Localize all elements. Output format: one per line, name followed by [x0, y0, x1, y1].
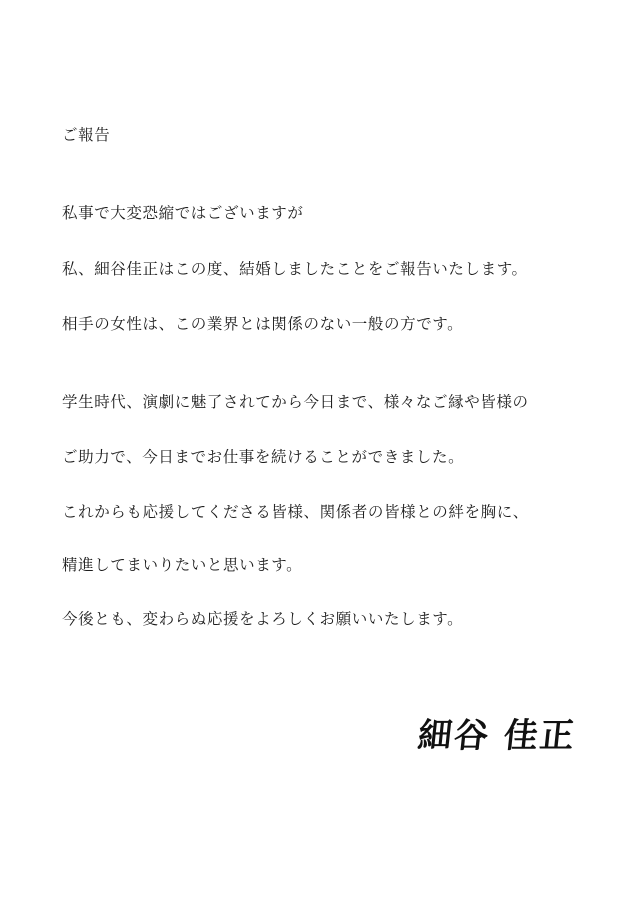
letter-line-1: 私事で大変恐縮ではございますが	[62, 204, 304, 222]
letter-line-4: 学生時代、演劇に魅了されてから今日まで、様々なご縁や皆様の	[62, 393, 529, 411]
letter-line-5: ご助力で、今日までお仕事を続けることができました。	[62, 448, 465, 466]
handwritten-signature: 細谷 佳正	[415, 716, 578, 756]
letter-line-2: 私、細谷佳正はこの度、結婚しましたことをご報告いたします。	[62, 260, 528, 278]
letter-title: ご報告	[62, 126, 111, 144]
letter-line-8: 今後とも、変わらぬ応援をよろしくお願いいたします。	[62, 610, 464, 628]
letter-line-6: これからも応援してくださる皆様、関係者の皆様との絆を胸に、	[62, 503, 529, 521]
letter-line-7: 精進してまいりたいと思います。	[62, 556, 303, 574]
letter-line-3: 相手の女性は、この業界とは関係のない一般の方です。	[62, 315, 464, 333]
